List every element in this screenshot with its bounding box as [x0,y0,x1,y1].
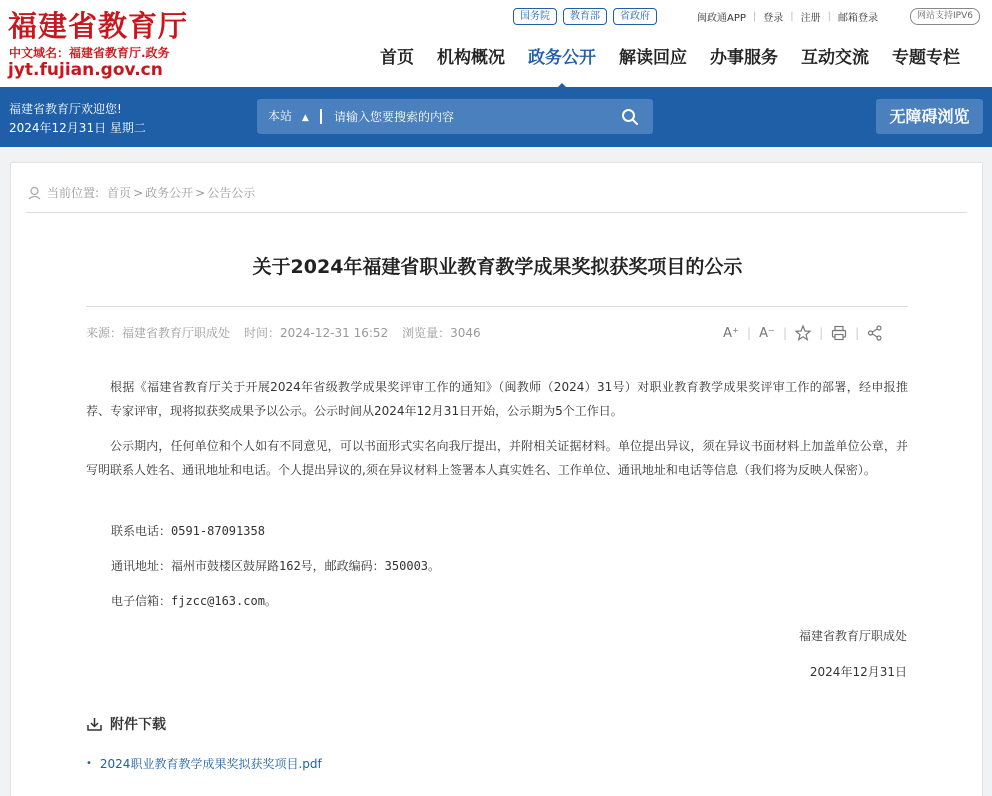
nav-interaction[interactable]: 互动交流 [801,48,869,68]
tool-separator: | [747,326,752,340]
link-separator: | [827,11,832,22]
search-icon[interactable] [621,108,639,126]
main-nav [380,45,960,71]
article-meta [86,325,495,341]
link-mail-login[interactable]: 邮箱登录 [838,13,879,24]
top-tags [513,8,657,25]
breadcrumb-separator: > [195,185,206,200]
contact-address: 通讯地址：福州市鼓楼区鼓屏路162号，邮政编码：350003。 [111,559,441,573]
nav-about[interactable]: 机构概况 [437,48,505,68]
tool-separator: | [783,326,788,340]
search-divider [320,109,322,124]
tool-separator: | [855,326,860,340]
search-input[interactable] [334,107,604,126]
tag-provincial-gov[interactable]: 省政府 [613,8,657,25]
article-paragraph: 根据《福建省教育厅关于开展2024年省级教学成果奖评审工作的通知》（闽教师（2024）31号）对职业教育教学成果奖评审工作的部署，经申报推荐、专家评审，现将拟获奖成果予以公示。公示时间从2024年12月31日开始，公示期为5个工作日。 [86,380,908,418]
breadcrumb [28,184,255,201]
location-icon [28,186,41,200]
breadcrumb-divider [26,212,967,213]
nav-services[interactable]: 办事服务 [710,48,778,68]
tool-separator: | [819,326,824,340]
print-icon[interactable] [830,324,848,342]
welcome-search-bar [0,87,992,147]
breadcrumb-label: 当前位置: [47,186,100,200]
tag-ministry-education[interactable]: 教育部 [563,8,607,25]
nav-special-topics[interactable]: 专题专栏 [892,48,960,68]
ipv6-badge: 网站支持IPV6 [910,8,980,25]
tag-state-council[interactable]: 国务院 [513,8,557,25]
link-separator: | [790,11,794,22]
bullet-icon: • [86,758,92,769]
scope-toggle-icon: ▲︎ [301,113,309,123]
download-icon [86,716,103,733]
star-icon[interactable] [794,324,812,342]
breadcrumb-separator: > [133,185,144,200]
font-increase-icon[interactable]: A⁺ [723,325,739,341]
search-scope-select[interactable] [268,108,309,127]
welcome-block [9,100,146,138]
meta-time: 时间：2024-12-31 16:52 [244,326,389,340]
article-tools [722,324,884,342]
link-separator: | [752,11,757,22]
top-links [697,9,878,24]
attachment-link[interactable]: 2024职业教育教学成果奖拟获奖项目.pdf [99,757,322,771]
nav-interpretation[interactable]: 解读回应 [619,48,687,68]
search-box [257,99,653,134]
site-logo-title[interactable]: 福建省教育厅 [8,9,189,43]
article-title: 关于2024年福建省职业教育教学成果奖拟获奖项目的公示 [252,256,743,278]
share-icon[interactable] [866,324,884,342]
contact-phone: 联系电话：0591-87091358 [111,524,265,538]
link-register[interactable]: 注册 [800,13,821,24]
title-divider [86,306,908,307]
site-domain-label: 中文域名：福建省教育厅.政务 [9,46,170,60]
site-header [0,0,992,87]
article-body [86,375,908,493]
accessibility-button[interactable]: 无障碍浏览 [876,99,983,134]
nav-home[interactable]: 首页 [380,48,414,68]
site-url: jyt.fujian.gov.cn [8,60,163,80]
meta-source: 来源：福建省教育厅职成处 [86,326,231,340]
attachments-heading [86,714,166,734]
link-mzt-app[interactable]: 闽政通APP [697,13,746,24]
link-login[interactable]: 登录 [763,13,784,24]
article-paragraph: 公示期内，任何单位和个人如有不同意见，可以书面形式实名向我厅提出，并附相关证据材料。单位提出异议，须在异议书面材料上加盖单位公章，并写明联系人姓名、通讯地址和电话。个人提出异议的,须在异议材料上签署本人真实姓名、工作单位、通讯地址和电话等信息（我们将为反映人保密）。 [86,439,908,477]
current-date: 2024年12月31日 星期二 [9,121,146,135]
breadcrumb-gov-affairs[interactable]: 政务公开 [145,186,194,200]
attachment-item[interactable] [86,755,322,772]
nav-gov-affairs-label: 政务公开 [528,48,596,68]
font-decrease-icon[interactable]: A⁻ [759,325,775,341]
breadcrumb-announcements[interactable]: 公告公示 [207,186,256,200]
article-card [10,162,983,796]
sign-date: 2024年12月31日 [809,665,907,679]
signer: 福建省教育厅职成处 [798,629,907,643]
breadcrumb-home[interactable]: 首页 [107,186,132,200]
search-scope-label: 本站 [268,109,293,123]
welcome-text: 福建省教育厅欢迎您! [9,102,122,116]
meta-views: 浏览量：3046 [402,326,481,340]
contact-email: 电子信箱：fjzcc@163.com。 [111,594,277,608]
nav-gov-affairs[interactable] [528,45,596,71]
attachments-heading-text: 附件下载 [110,717,166,733]
